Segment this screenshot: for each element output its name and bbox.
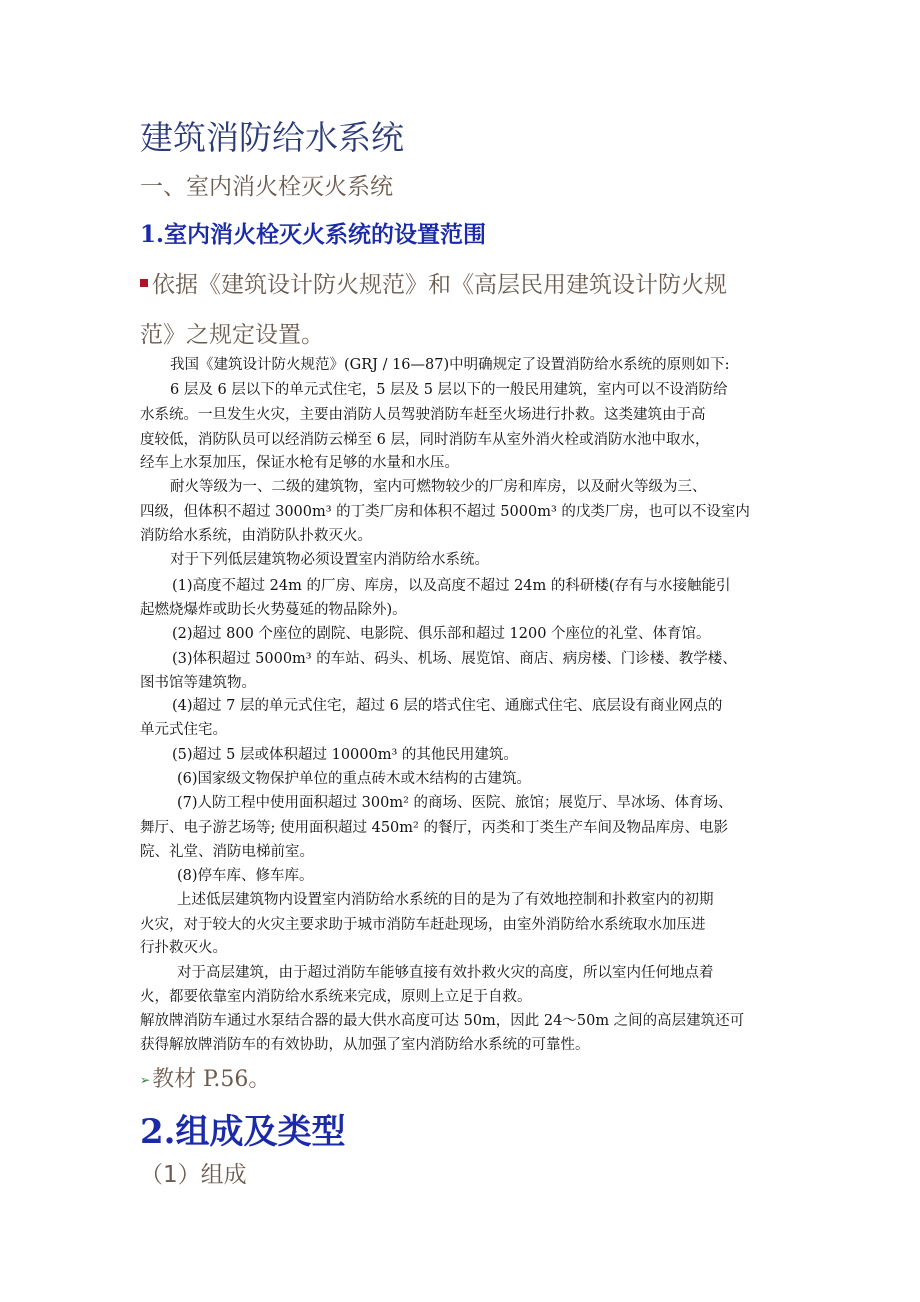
basis-line-1 <box>140 266 727 299</box>
body-line: 行扑救灭火。 <box>140 940 227 956</box>
basis-text-1: 依据《建筑设计防火规范》和《高层民用建筑设计防火规 <box>152 272 727 298</box>
body-line: 水系统。一旦发生火灾，主要由消防人员驾驶消防车赶至火场进行扑救。这类建筑由于高 <box>140 407 706 423</box>
body-line: 火，都要依靠室内消防给水系统来完成，原则上立足于自救。 <box>140 989 532 1005</box>
subsection-heading-2: （1）组成 <box>140 1162 247 1188</box>
body-line: (1)高度不超过 24m 的厂房、库房，以及高度不超过 24m 的科研楼(存有与水接触能引 <box>172 578 731 594</box>
body-line: 图书馆等建筑物。 <box>140 675 256 691</box>
body-line: (2)超过 800 个座位的剧院、电影院、俱乐部和超过 1200 个座位的礼堂、体育馆。 <box>172 626 711 642</box>
subsection-heading: 1.室内消火栓灭火系统的设置范围 <box>140 221 487 248</box>
body-line: 火灾，对于较大的火灾主要求助于城市消防车赶赴现场，由室外消防给水系统取水加压进 <box>140 917 706 933</box>
body-line: 起燃烧爆炸或助长火势蔓延的物品除外)。 <box>140 602 407 618</box>
reference-text: 教材 P.56。 <box>152 1067 271 1092</box>
body-line: 单元式住宅。 <box>140 722 227 738</box>
body-line: (3)体积超过 5000m³ 的车站、码头、机场、展览馆、商店、病房楼、门诊楼、教学楼、 <box>172 651 737 667</box>
square-bullet-icon <box>140 279 148 287</box>
body-line: 度较低，消防队员可以经消防云梯至 6 层，同时消防车从室外消火栓或消防水池中取水， <box>140 432 710 448</box>
body-line: 经车上水泵加压，保证水枪有足够的水量和水压。 <box>140 455 459 471</box>
arrow-bullet-icon: ➢ <box>140 1073 151 1087</box>
section-heading: 一、室内消火栓灭火系统 <box>140 174 393 200</box>
section-heading-2: 2.组成及类型 <box>140 1112 346 1152</box>
body-line: 院、礼堂、消防电梯前室。 <box>140 844 314 860</box>
body-line: 上述低层建筑物内设置室内消防给水系统的目的是为了有效地控制和扑救室内的初期 <box>177 892 714 908</box>
basis-line-2: 范》之规定设置。 <box>140 322 324 348</box>
body-line: 我国《建筑设计防火规范》(GRJ / 16—87)中明确规定了设置消防给水系统的原则如下: <box>170 357 730 373</box>
body-line: 舞厅、电子游艺场等; 使用面积超过 450m² 的餐厅，丙类和丁类生产车间及物品库房、电影 <box>140 820 728 836</box>
body-line: (5)超过 5 层或体积超过 10000m³ 的其他民用建筑。 <box>172 747 518 763</box>
body-line: 对于下列低层建筑物必须设置室内消防给水系统。 <box>170 552 489 568</box>
body-line: 消防给水系统，由消防队扑救灭火。 <box>140 528 372 544</box>
body-line: 获得解放牌消防车的有效协助，从加强了室内消防给水系统的可靠性。 <box>140 1037 590 1053</box>
body-line: 对于高层建筑，由于超过消防车能够直接有效扑救火灾的高度，所以室内任何地点着 <box>177 965 714 981</box>
body-line: 6 层及 6 层以下的单元式住宅，5 层及 5 层以下的一般民用建筑，室内可以不设消防给 <box>170 382 728 398</box>
body-line: 解放牌消防车通过水泵结合器的最大供水高度可达 50m，因此 24～50m 之间的高层建筑还可 <box>140 1013 745 1029</box>
body-line: 四级，但体积不超过 3000m³ 的丁类厂房和体积不超过 5000m³ 的戊类厂房，也可以不设室内 <box>140 504 750 520</box>
reference-line <box>140 1062 270 1093</box>
body-line: (4)超过 7 层的单元式住宅，超过 6 层的塔式住宅、通廊式住宅、底层设有商业网点的 <box>172 698 723 714</box>
body-line: 耐火等级为一、二级的建筑物，室内可燃物较少的厂房和库房，以及耐火等级为三、 <box>170 479 707 495</box>
body-line: (7)人防工程中使用面积超过 300m² 的商场、医院、旅馆；展览厅、旱冰场、体育场、 <box>177 795 733 811</box>
body-line: (8)停车库、修车库。 <box>177 868 314 884</box>
page-title: 建筑消防给水系统 <box>140 118 404 157</box>
body-line: (6)国家级文物保护单位的重点砖木或木结构的古建筑。 <box>177 771 532 787</box>
